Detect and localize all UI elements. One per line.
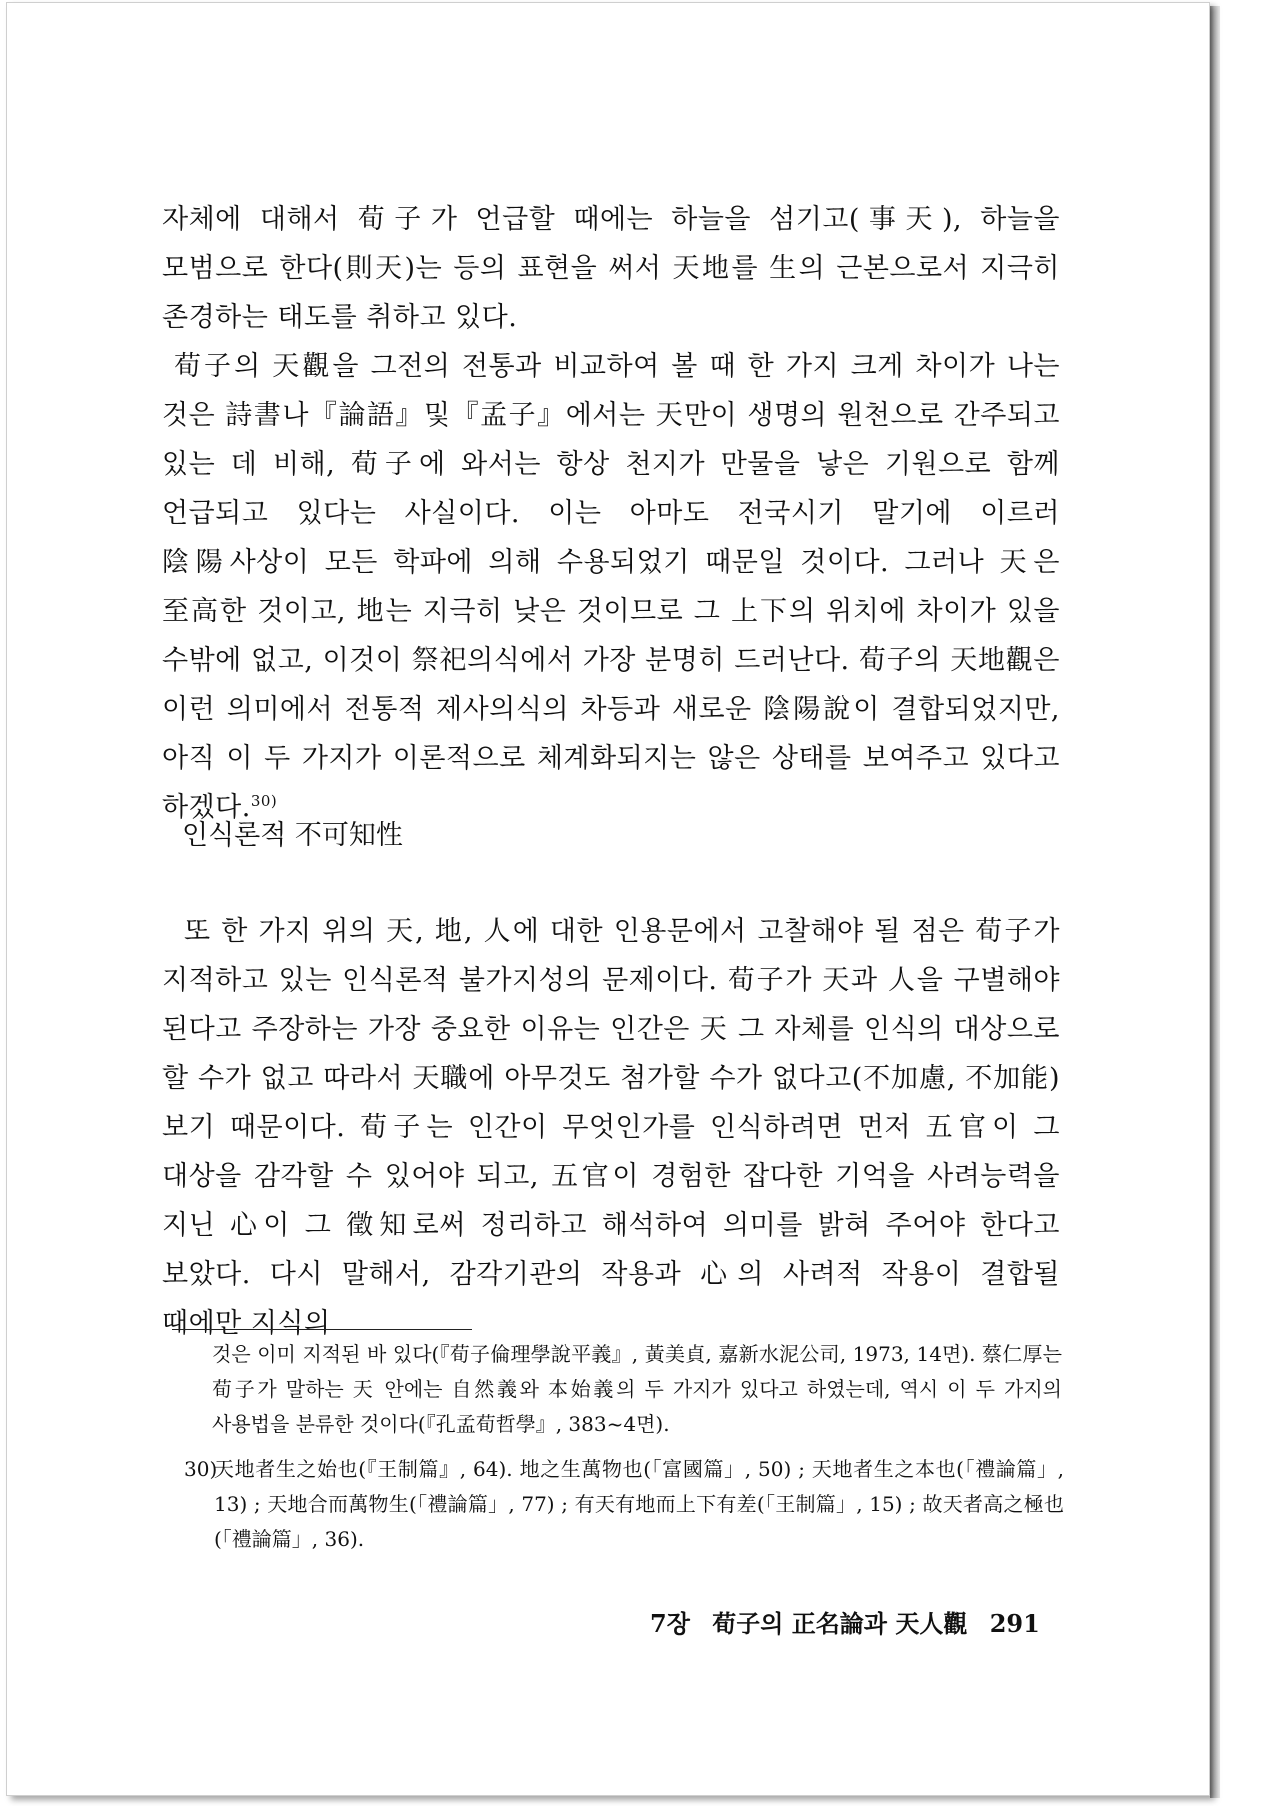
footnote-30-text: 天地者生之始也(『王制篇』, 64). 地之生萬物也(「富國篇」, 50) ; 天地者生之本也(「禮論篇」, 13) ; 天地合而萬物生(「禮論篇」, 77) ; 有天有地而上下有差(「王制篇」, 15) ; 故天者高之極也(「禮論篇」, 36). — [214, 1457, 1064, 1551]
footnote-30-number: 30) — [184, 1457, 218, 1481]
body-paragraph-3-text: 또 한 가지 위의 天, 地, 人에 대한 인용문에서 고찰해야 될 점은 荀子가 지적하고 있는 인식론적 불가지성의 문제이다. 荀子가 天과 人을 구별해야 된다고 주장하는 가장 중요한 이유는 인간은 天 그 자체를 인식의 대상으로 할 수가 없고 따라서 天職에 아무것도 첨가할 수가 없다고(不加慮, 不加能) 보기 때문이다. 荀子는 인간이 무엇인가를 인식하려면 먼저 五官이 그 대상을 감각할 수 있어야 되고, 五官이 경험한 잡다한 기억을 사려능력을 지닌 心이 그 徵知로써 정리하고 해석하여 의미를 밝혀 주어야 한다고 보았다. 다시 말해서, 감각기관의 작용과 心의 사려적 작용이 결합될 때에만 지식의 — [162, 916, 1060, 1339]
body-paragraph-3 — [162, 907, 1060, 1348]
running-footer — [650, 1606, 1054, 1642]
section-heading: 인식론적 不可知性 — [182, 820, 403, 851]
footnote-ref-30[interactable]: 30) — [250, 792, 278, 810]
body-paragraph-2 — [162, 342, 1060, 832]
body-paragraph-2-text: 荀子의 天觀을 그전의 전통과 비교하여 볼 때 한 가지 크게 차이가 나는 것은 詩書나『論語』및『孟子』에서는 天만이 생명의 원천으로 간주되고 있는 데 비해, 荀子에 와서는 항상 천지가 만물을 낳은 기원으로 함께 언급되고 있다는 사실이다. 이는 아마도 전국시기 말기에 이르러 陰陽사상이 모든 학파에 의해 수용되었기 때문일 것이다. 그러나 天은 至高한 것이고, 地는 지극히 낮은 것이므로 그 上下의 위치에 차이가 있을 수밖에 없고, 이것이 祭祀의식에서 가장 분명히 드러난다. 荀子의 天地觀은 이런 의미에서 전통적 제사의식의 차등과 새로운 陰陽說이 결합되었지만, 아직 이 두 가지가 이론적으로 체계화되지는 않은 상태를 보여주고 있다고 하겠다. — [162, 351, 1060, 823]
footer-chapter: 7장 — [650, 1609, 690, 1638]
footer-chapter-title: 荀子의 正名論과 天人觀 — [712, 1609, 968, 1638]
book-page — [6, 2, 1210, 1796]
footnote-continuation: 것은 이미 지적된 바 있다(『荀子倫理學說平義』, 黃美貞, 嘉新水泥公司, 1973, 14면). 蔡仁厚는 荀子가 말하는 天 안에는 自然義와 本始義의 두 가지가 있다고 하였는데, 역시 이 두 가지의 사용법을 분류한 것이다(『孔孟荀哲學』, 383~4면). — [212, 1342, 1062, 1436]
footnote-30 — [184, 1452, 1064, 1557]
body-paragraph-1-text: 자체에 대해서 荀子가 언급할 때에는 하늘을 섬기고(事天), 하늘을 모범으로 한다(則天)는 등의 표현을 써서 天地를 生의 근본으로서 지극히 존경하는 태도를 취하고 있다. — [162, 204, 1060, 333]
body-paragraph-1 — [162, 195, 1060, 342]
footnote-divider — [172, 1329, 472, 1330]
page-edge-shadow — [1210, 6, 1220, 1798]
footer-page-number: 291 — [989, 1609, 1040, 1638]
